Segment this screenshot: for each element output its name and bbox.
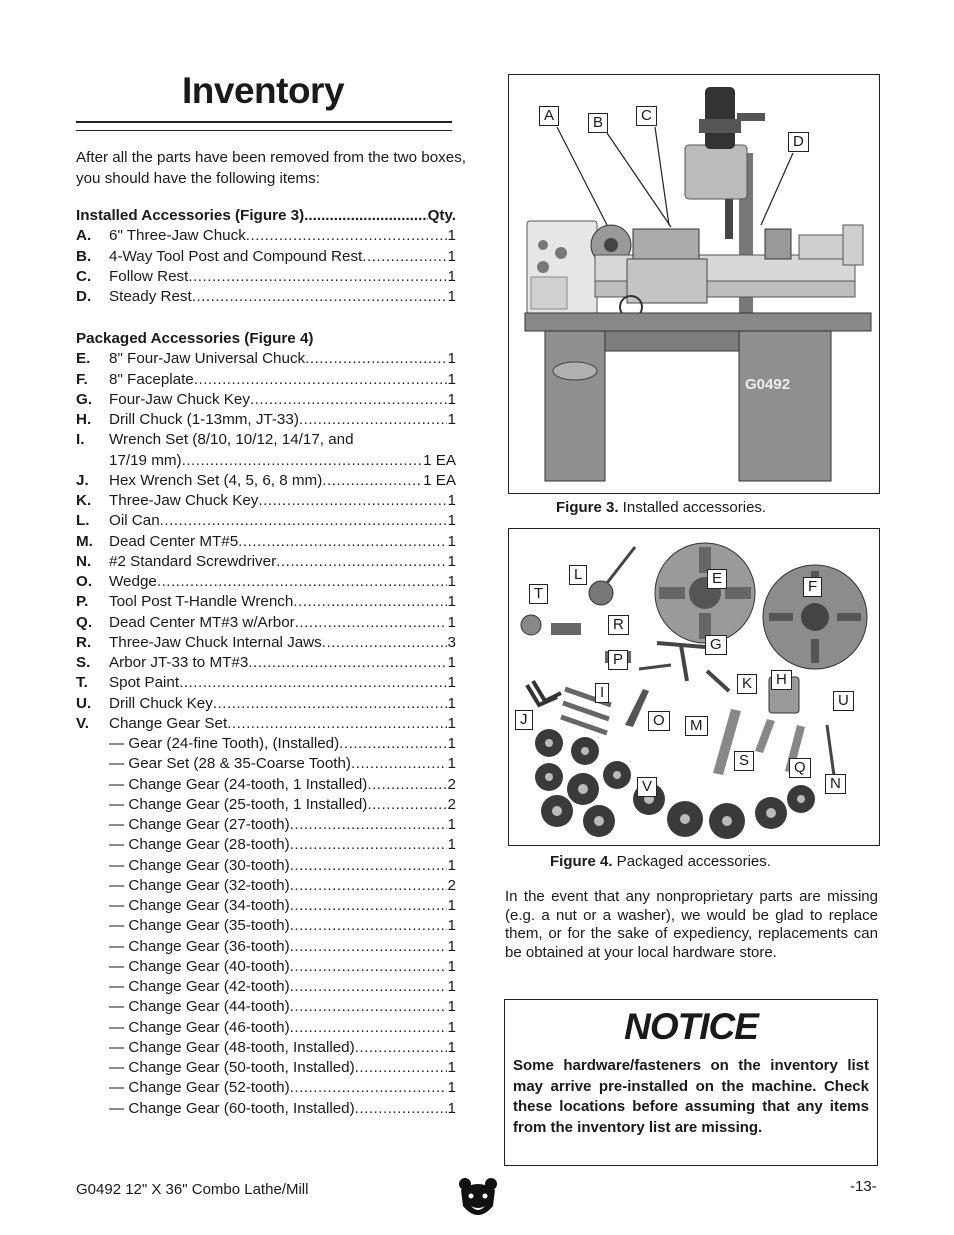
item-label: — Change Gear (32-tooth) <box>109 876 290 894</box>
item-label: Dead Center MT#5 <box>109 532 239 550</box>
inventory-row <box>76 287 456 307</box>
item-qty: 1 <box>447 714 456 732</box>
leader-dots <box>194 370 447 390</box>
inventory-row <box>76 430 456 450</box>
leader-dots <box>246 226 447 246</box>
item-label: Tool Post T-Handle Wrench <box>109 593 294 611</box>
item-label: — Change Gear (34-tooth) <box>109 897 290 914</box>
item-letter: D. <box>76 288 92 305</box>
item-qty: 1 <box>447 1059 456 1076</box>
item-qty: 1 <box>447 917 456 935</box>
inventory-row <box>76 613 456 633</box>
figure-3-caption: Figure 3. Installed accessories. <box>556 499 767 516</box>
item-label: Oil Can <box>109 512 160 530</box>
item-label: Wedge <box>109 573 157 590</box>
item-letter: V. <box>76 714 89 732</box>
item-qty: 1 <box>447 247 456 265</box>
inventory-row <box>76 916 456 936</box>
leader-dots <box>258 491 446 511</box>
intro-paragraph: After all the parts have been removed from the two boxes, you should have the following items: <box>76 149 467 187</box>
item-letter: J. <box>76 471 89 489</box>
installed-heading: Installed Accessories (Figure 3) ..... Qty. <box>76 206 456 226</box>
item-letter: R. <box>76 633 92 651</box>
qty-header: Qty. <box>427 207 456 224</box>
inventory-row <box>76 349 456 369</box>
notice-title: NOTICE <box>624 1006 758 1047</box>
callout-d: D <box>788 132 809 152</box>
item-qty: 1 <box>447 978 456 995</box>
inventory-row <box>76 815 456 835</box>
item-qty: 1 <box>447 573 456 590</box>
callout-p: P <box>608 650 628 670</box>
leader-dots <box>367 795 446 815</box>
item-letter: G. <box>76 390 93 408</box>
item-qty: 1 <box>447 411 456 428</box>
callout-q: Q <box>789 758 811 778</box>
item-label: 8" Four-Jaw Universal Chuck <box>109 350 306 368</box>
item-qty: 1 <box>447 836 456 854</box>
accessories-illustration <box>509 529 879 845</box>
item-letter: N. <box>76 552 92 570</box>
callout-j: J <box>515 710 533 730</box>
item-letter: S. <box>76 654 91 671</box>
callout-u: U <box>833 691 854 711</box>
leader-dots <box>339 734 446 754</box>
page-number: -13- <box>850 1178 877 1195</box>
callout-g: G <box>705 635 727 655</box>
item-label: — Change Gear (28-tooth) <box>109 836 290 854</box>
leader-dots <box>367 775 446 795</box>
callout-a: A <box>539 106 559 126</box>
item-letter: T. <box>76 674 88 692</box>
leader-dots <box>293 592 446 612</box>
leader-dots <box>351 754 447 774</box>
bear-logo-icon <box>457 1176 499 1227</box>
item-qty: 1 <box>447 1079 456 1097</box>
item-qty: 1 <box>447 694 456 712</box>
item-label: — Change Gear (30-tooth) <box>109 856 290 874</box>
item-qty: 1 <box>447 897 456 914</box>
leader-dots <box>322 633 447 653</box>
item-qty: 1 EA <box>423 471 456 489</box>
installed-accessories-list <box>76 206 456 307</box>
figure-4-packaged-accessories <box>508 528 880 846</box>
item-label: — Change Gear (46-tooth) <box>109 1018 290 1036</box>
leader-dots <box>290 856 447 876</box>
item-label: #2 Standard Screwdriver <box>109 552 277 570</box>
item-qty: 1 <box>447 267 456 285</box>
item-label: Drill Chuck (1-13mm, JT-33) <box>109 411 299 428</box>
leader-dots <box>192 287 447 307</box>
item-letter: Q. <box>76 613 93 631</box>
inventory-row <box>76 1018 456 1038</box>
item-qty: 1 <box>447 288 456 305</box>
leader-dots <box>290 876 447 896</box>
leader-dots <box>227 714 446 734</box>
leader-dots <box>290 977 447 997</box>
inventory-row <box>76 714 456 734</box>
item-qty: 1 <box>447 1038 456 1056</box>
item-qty: 1 <box>447 492 456 509</box>
item-label: — Change Gear (42-tooth) <box>109 978 290 995</box>
inventory-row <box>76 977 456 997</box>
item-label: — Change Gear (24-tooth, 1 Installed) <box>109 775 368 793</box>
item-label: — Change Gear (60-tooth, Installed) <box>109 1099 355 1117</box>
leader-dots <box>290 815 447 835</box>
item-label: Three-Jaw Chuck Key <box>109 492 259 509</box>
item-qty: 1 <box>447 390 456 408</box>
inventory-row <box>76 1058 456 1078</box>
item-qty: 1 <box>447 552 456 570</box>
item-qty: 2 <box>447 795 456 813</box>
packaged-heading: Packaged Accessories (Figure 4) <box>76 330 314 347</box>
inventory-row <box>76 997 456 1017</box>
leader-dots <box>290 957 447 977</box>
inventory-row <box>76 734 456 754</box>
item-label: 17/19 mm) <box>109 451 182 469</box>
item-label: Steady Rest <box>109 288 192 305</box>
item-label: — Change Gear (25-tooth, 1 Installed) <box>109 795 368 813</box>
packaged-accessories-list <box>76 329 456 1119</box>
item-label: — Change Gear (48-tooth, Installed) <box>109 1038 355 1056</box>
leader-dots <box>248 653 446 673</box>
leader-dots <box>355 1099 447 1119</box>
item-letter: B. <box>76 247 92 265</box>
item-qty: 3 <box>447 633 456 651</box>
item-qty: 1 EA <box>423 451 456 469</box>
item-letter: C. <box>76 267 92 285</box>
item-qty: 1 <box>447 1099 456 1117</box>
callout-c: C <box>636 106 657 126</box>
item-qty: 1 <box>447 613 456 631</box>
item-qty: 2 <box>447 876 456 894</box>
inventory-row <box>76 957 456 977</box>
callout-s: S <box>734 751 754 771</box>
item-qty: 1 <box>447 532 456 550</box>
leader-dots <box>213 694 447 714</box>
callout-l: L <box>569 565 587 585</box>
title-rule-thick <box>76 121 452 123</box>
item-label: 4-Way Tool Post and Compound Rest <box>109 247 363 265</box>
leader-dots <box>179 673 446 693</box>
inventory-row <box>76 511 456 531</box>
item-label: Wrench Set (8/10, 10/12, 14/17, and <box>109 431 354 449</box>
callout-m: M <box>685 716 708 736</box>
inventory-row <box>76 226 456 246</box>
item-letter: F. <box>76 370 88 388</box>
inventory-row <box>76 835 456 855</box>
item-label: Arbor JT-33 to MT#3 <box>109 654 249 671</box>
leader-dots <box>299 410 447 430</box>
item-label: — Gear Set (28 & 35-Coarse Tooth) <box>109 755 351 773</box>
item-label: 8" Faceplate <box>109 370 194 388</box>
item-qty: 1 <box>447 654 456 671</box>
leader-dots <box>188 267 446 287</box>
leader-dots <box>295 613 447 633</box>
item-qty: 1 <box>447 370 456 388</box>
inventory-row <box>76 896 456 916</box>
leader-dots <box>290 997 447 1017</box>
item-label: Dead Center MT#3 w/Arbor <box>109 613 295 631</box>
inventory-row <box>76 876 456 896</box>
item-qty: 1 <box>447 1018 456 1036</box>
inventory-row <box>76 491 456 511</box>
inventory-row <box>76 937 456 957</box>
item-label: — Change Gear (35-tooth) <box>109 917 290 935</box>
leader-dots <box>290 896 447 916</box>
inventory-row <box>76 653 456 673</box>
inventory-row <box>76 572 456 592</box>
inventory-row <box>76 1099 456 1119</box>
item-letter: L. <box>76 512 90 530</box>
item-letter: I. <box>76 431 85 449</box>
inventory-row <box>76 471 456 491</box>
callout-t: T <box>529 584 548 604</box>
item-qty: 1 <box>447 816 456 833</box>
leader-dots <box>290 835 447 855</box>
item-letter: A. <box>76 227 92 245</box>
leader-dots <box>355 1038 447 1058</box>
item-qty: 1 <box>447 957 456 975</box>
item-qty: 1 <box>447 937 456 955</box>
inventory-row <box>76 370 456 390</box>
item-letter: O. <box>76 573 93 590</box>
inventory-row <box>76 592 456 612</box>
figure-3-installed-accessories <box>508 74 880 494</box>
callout-b: B <box>588 113 608 133</box>
footer-model: G0492 12" X 36" Combo Lathe/Mill <box>76 1181 309 1198</box>
item-label: Three-Jaw Chuck Internal Jaws <box>109 633 322 651</box>
callout-h: H <box>771 670 792 690</box>
figure-4-caption: Figure 4. Packaged accessories. <box>550 853 771 870</box>
inventory-row <box>76 795 456 815</box>
leader-dots <box>290 1018 447 1038</box>
item-label: — Change Gear (50-tooth, Installed) <box>109 1059 355 1076</box>
leader-dots <box>276 552 446 572</box>
leader-dots <box>290 1078 447 1098</box>
item-qty: 1 <box>447 755 456 773</box>
item-letter: P. <box>76 593 89 611</box>
item-qty: 1 <box>447 227 456 245</box>
inventory-row <box>76 552 456 572</box>
item-qty: 2 <box>447 775 456 793</box>
inventory-row <box>76 673 456 693</box>
item-qty: 1 <box>447 998 456 1016</box>
item-label: Change Gear Set <box>109 714 228 732</box>
leader-dots <box>290 916 447 936</box>
item-label: — Change Gear (44-tooth) <box>109 998 290 1016</box>
leader-dots <box>355 1058 447 1078</box>
inventory-row <box>76 410 456 430</box>
leader-dots <box>362 247 446 267</box>
leader-dots <box>305 349 446 369</box>
inventory-row <box>76 1038 456 1058</box>
inventory-row <box>76 532 456 552</box>
inventory-row <box>76 267 456 287</box>
item-label: — Change Gear (36-tooth) <box>109 937 290 955</box>
inventory-row <box>76 390 456 410</box>
leader-dots <box>290 937 447 957</box>
item-qty: 1 <box>447 735 456 752</box>
item-label: 6" Three-Jaw Chuck <box>109 227 246 245</box>
inventory-row <box>76 694 456 714</box>
item-label: — Gear (24-fine Tooth), (Installed) <box>109 735 340 752</box>
item-letter: E. <box>76 350 91 368</box>
lathe-mill-illustration <box>509 75 879 493</box>
callout-r: R <box>608 615 629 635</box>
callout-v: V <box>637 777 657 797</box>
notice-box <box>504 999 878 1166</box>
item-qty: 1 <box>447 512 456 530</box>
item-label: Four-Jaw Chuck Key <box>109 390 250 408</box>
callout-i: I <box>595 683 609 703</box>
item-label: — Change Gear (40-tooth) <box>109 957 290 975</box>
item-label: — Change Gear (52-tooth) <box>109 1079 290 1097</box>
item-qty: 1 <box>447 674 456 692</box>
leader-dots <box>322 471 422 491</box>
leader-dots <box>182 451 422 471</box>
item-letter: K. <box>76 492 92 509</box>
inventory-row <box>76 856 456 876</box>
item-label: — Change Gear (27-tooth) <box>109 816 290 833</box>
missing-parts-paragraph: In the event that any nonproprietary parts are missing (e.g. a nut or a washer), we would be glad to replace them, or for the sake of expediency, replacements can be obtained at your local hardware store. <box>505 888 878 961</box>
item-label: Follow Rest <box>109 267 189 285</box>
notice-text: Some hardware/fasteners on the inventory list may arrive pre-installed on the machine. Check these locations before assuming that any items from the inventory list are missing. <box>513 1057 869 1136</box>
callout-n: N <box>825 774 846 794</box>
item-label: Drill Chuck Key <box>109 694 213 712</box>
inventory-row <box>76 1078 456 1098</box>
page-title: Inventory <box>182 70 345 111</box>
inventory-row <box>76 247 456 267</box>
callout-k: K <box>737 674 757 694</box>
item-qty: 1 <box>447 350 456 368</box>
inventory-row <box>76 775 456 795</box>
leader-dots <box>160 511 447 531</box>
item-label: Hex Wrench Set (4, 5, 6, 8 mm) <box>109 471 323 489</box>
item-letter: H. <box>76 411 92 428</box>
item-letter: M. <box>76 532 93 550</box>
callout-e: E <box>707 569 727 589</box>
item-letter: U. <box>76 694 92 712</box>
leader-dots <box>238 532 446 552</box>
leader-dots <box>250 390 447 410</box>
inventory-row <box>76 451 456 471</box>
item-qty: 1 <box>447 856 456 874</box>
item-qty: 1 <box>447 593 456 611</box>
title-rule-thin <box>76 130 452 131</box>
model-plate: G0492 <box>745 376 791 393</box>
callout-o: O <box>648 711 670 731</box>
inventory-row <box>76 754 456 774</box>
leader-dots <box>157 572 447 592</box>
item-label: Spot Paint <box>109 674 180 692</box>
callout-f: F <box>803 577 822 597</box>
inventory-row <box>76 633 456 653</box>
